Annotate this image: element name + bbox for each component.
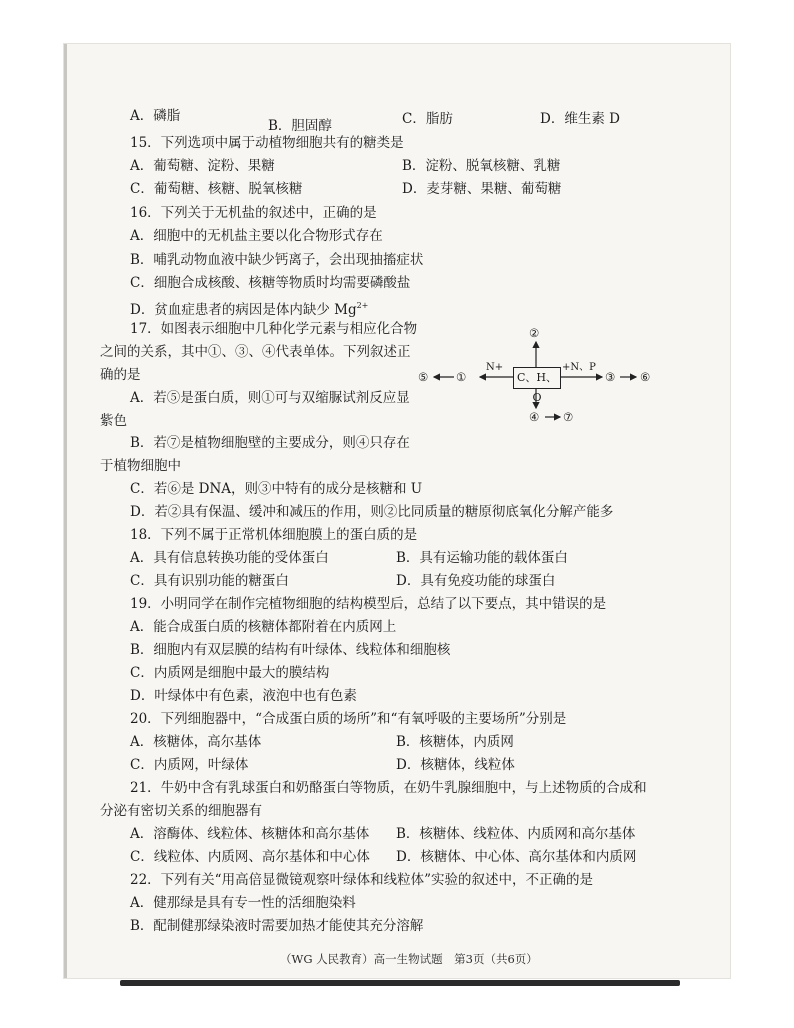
q15-option-a: A．葡萄糖、淀粉、果糖 — [130, 158, 275, 174]
q20-option-d: D．核糖体，线粒体 — [396, 757, 515, 773]
q17-stem-line-1: 17．如图表示细胞中几种化学元素与相应化合物 — [130, 321, 418, 337]
q22-stem: 22．下列有关“用高倍显微镜观察叶绿体和线粒体”实验的叙述中，不正确的是 — [130, 872, 593, 888]
diagram-label-np: +N、P — [562, 362, 596, 373]
q18-option-b: B．具有运输功能的载体蛋白 — [396, 550, 568, 566]
diagram-label-n: N+ — [486, 362, 504, 373]
q19-option-c: C．内质网是细胞中最大的膜结构 — [130, 665, 330, 681]
q21-option-d: D．核糖体、中心体、高尔基体和内质网 — [396, 849, 637, 865]
q19-option-b: B．细胞内有双层膜的结构有叶绿体、线粒体和细胞核 — [130, 642, 451, 658]
q21-option-a: A．溶酶体、线粒体、核糖体和高尔基体 — [130, 826, 370, 842]
q17-option-a-line-2: 紫色 — [100, 413, 127, 429]
q20-option-a: A．核糖体，高尔基体 — [130, 734, 262, 750]
q17-stem-line-2: 之间的关系，其中①、③、④代表单体。下列叙述正 — [100, 344, 411, 360]
q19-option-d: D．叶绿体中有色素，液泡中也有色素 — [130, 688, 357, 704]
page-footer: （WG 人民教育）高一生物试题 第3页（共6页） — [280, 952, 538, 966]
q21-option-c: C．线粒体、内质网、高尔基体和中心体 — [130, 849, 370, 865]
q22-option-a: A．健那绿是具有专一性的活细胞染料 — [130, 895, 356, 911]
q21-option-b: B．核糖体、线粒体、内质网和高尔基体 — [396, 826, 636, 842]
q16-option-d-superscript: 2+ — [356, 301, 369, 310]
diagram-node-3: ③ — [605, 370, 616, 384]
scan-bottom-edge — [120, 980, 680, 986]
q17-option-d: D．若②具有保温、缓冲和减压的作用，则②比同质量的糖原彻底氧化分解产能多 — [130, 504, 614, 520]
q18-option-d: D．具有免疫功能的球蛋白 — [396, 573, 556, 589]
q15-option-d: D．麦芽糖、果糖、葡萄糖 — [402, 181, 562, 197]
q20-option-c: C．内质网，叶绿体 — [130, 757, 249, 773]
diagram-node-6: ⑥ — [640, 370, 651, 384]
q17-option-b-line-2: 于植物细胞中 — [100, 458, 181, 474]
diagram-node-7: ⑦ — [563, 410, 574, 424]
q15-option-c: C．葡萄糖、核糖、脱氧核糖 — [130, 181, 303, 197]
q17-option-b-line-1: B．若⑦是植物细胞壁的主要成分，则④只存在 — [130, 435, 410, 451]
q15-stem: 15．下列选项中属于动植物细胞共有的糖类是 — [130, 135, 404, 151]
q21-stem-line-1: 21．牛奶中含有乳球蛋白和奶酪蛋白等物质，在奶牛乳腺细胞中，与上述物质的合成和 — [130, 780, 647, 796]
q14-option-d: D．维生素 D — [540, 111, 620, 127]
diagram-node-1: ① — [456, 370, 467, 384]
q17-option-c: C．若⑥是 DNA，则③中特有的成分是核糖和 U — [130, 481, 423, 497]
diagram-node-4: ④ — [529, 410, 540, 424]
q18-stem: 18．下列不属于正常机体细胞膜上的蛋白质的是 — [130, 527, 418, 543]
q18-option-c: C．具有识别功能的糖蛋白 — [130, 573, 289, 589]
q19-stem: 19．小明同学在制作完植物细胞的结构模型后，总结了以下要点，其中错误的是 — [130, 596, 607, 612]
q14-option-a: A．磷脂 — [130, 108, 181, 124]
diagram-node-2: ② — [529, 326, 540, 340]
q14-option-c: C．脂肪 — [402, 111, 453, 127]
q16-option-d-text: D．贫血症患者的病因是体内缺少 Mg — [130, 302, 357, 318]
q17-option-a-line-1: A．若⑤是蛋白质，则①可与双缩脲试剂反应显 — [130, 390, 410, 406]
diagram-node-5: ⑤ — [418, 370, 429, 384]
q16-option-c: C．细胞合成核酸、核糖等物质时均需要磷酸盐 — [130, 275, 411, 291]
q16-stem: 16．下列关于无机盐的叙述中，正确的是 — [130, 205, 377, 221]
q21-stem-line-2: 分泌有密切关系的细胞器有 — [100, 803, 262, 819]
q16-option-b: B．哺乳动物血液中缺少钙离子，会出现抽搐症状 — [130, 252, 424, 268]
page-shadow — [64, 44, 67, 978]
q16-option-d — [130, 297, 368, 319]
q20-option-b: B．核糖体，内质网 — [396, 734, 514, 750]
q15-option-b: B．淀粉、脱氧核糖、乳糖 — [402, 158, 561, 174]
element-compound-diagram — [410, 322, 660, 432]
q16-option-a: A．细胞中的无机盐主要以化合物形式存在 — [130, 228, 383, 244]
q19-option-a: A．能合成蛋白质的核糖体都附着在内质网上 — [130, 619, 397, 635]
q14-option-b: B．胆固醇 — [268, 118, 332, 134]
q22-option-b: B．配制健那绿染液时需要加热才能使其充分溶解 — [130, 918, 424, 934]
q17-stem-line-3: 确的是 — [100, 367, 141, 383]
q18-option-a: A．具有信息转换功能的受体蛋白 — [130, 550, 329, 566]
q20-stem: 20．下列细胞器中，“合成蛋白质的场所”和“有氧呼吸的主要场所”分别是 — [130, 711, 567, 727]
diagram-center-elements: C、H、O — [513, 367, 561, 389]
